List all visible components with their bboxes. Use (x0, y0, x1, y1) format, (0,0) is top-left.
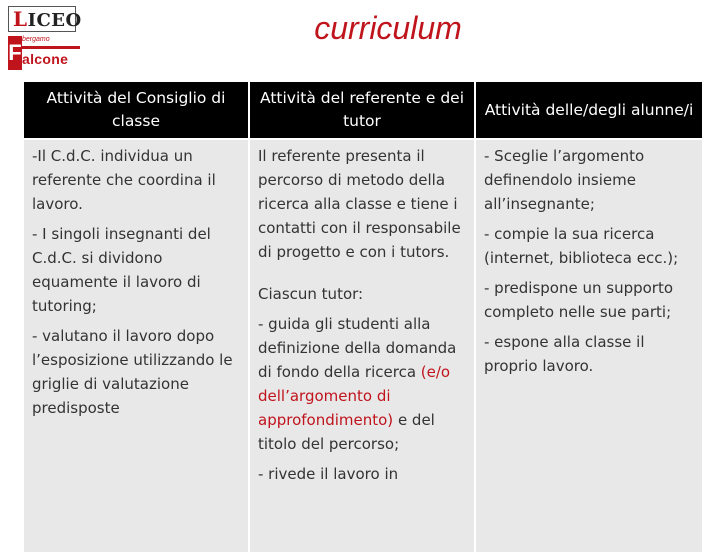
tutor-item-1-highlight: (e/o dell’argomento di approfondimento) (258, 363, 451, 429)
header-consiglio: Attività del Consiglio di classe (24, 82, 248, 138)
header-referente: Attività del referente e dei tutor (250, 82, 474, 138)
logo-f-block: F (8, 36, 22, 70)
column-referente (250, 82, 474, 552)
consiglio-item-3: - valutano il lavoro dopo l’esposizione utilizzando le griglie di valutazione predisposte (32, 327, 233, 417)
cell-referente (250, 140, 474, 552)
alunni-item-4: - espone alla classe il proprio lavoro. (484, 333, 645, 375)
consiglio-item-1: -Il C.d.C. individua un referente che coordina il lavoro. (32, 147, 216, 213)
column-consiglio (24, 82, 248, 552)
alunni-item-3: - predispone un supporto completo nelle sue parti; (484, 279, 674, 321)
alunni-item-1: - Sceglie l’argomento definendolo insieme all’insegnante; (484, 147, 645, 213)
tutor-item-1-start: - guida gli studenti alla definizione della domanda di fondo della ricerca (258, 315, 457, 381)
tutor-item-2: - rivede il lavoro in (258, 465, 399, 483)
tutor-item-1 (258, 312, 468, 456)
activities-table (24, 82, 702, 552)
logo-liceo-text: LICEO (8, 6, 76, 32)
alunni-item-2: - compie la sua ricerca (internet, biblioteca ecc.); (484, 225, 679, 267)
header-alunni: Attività delle/degli alunne/i (476, 82, 702, 138)
logo-falcone-text: alcone (22, 51, 69, 67)
logo-bergamo-text: bergamo (22, 36, 50, 43)
slide-title: curriculum (314, 10, 462, 46)
referente-item-1: Il referente presenta il percorso di metodo della ricerca alla classe e tiene i contatti con il responsabile di progetto e con i tutors. (258, 147, 461, 261)
tutor-item-1-end: e del titolo del percorso; (258, 411, 435, 453)
tutor-intro: Ciascun tutor: (258, 285, 364, 303)
cell-consiglio (24, 140, 248, 552)
cell-alunni (476, 140, 702, 552)
consiglio-item-2: - I singoli insegnanti del C.d.C. si dividono equamente il lavoro di tutoring; (32, 225, 211, 315)
column-alunni (476, 82, 702, 552)
